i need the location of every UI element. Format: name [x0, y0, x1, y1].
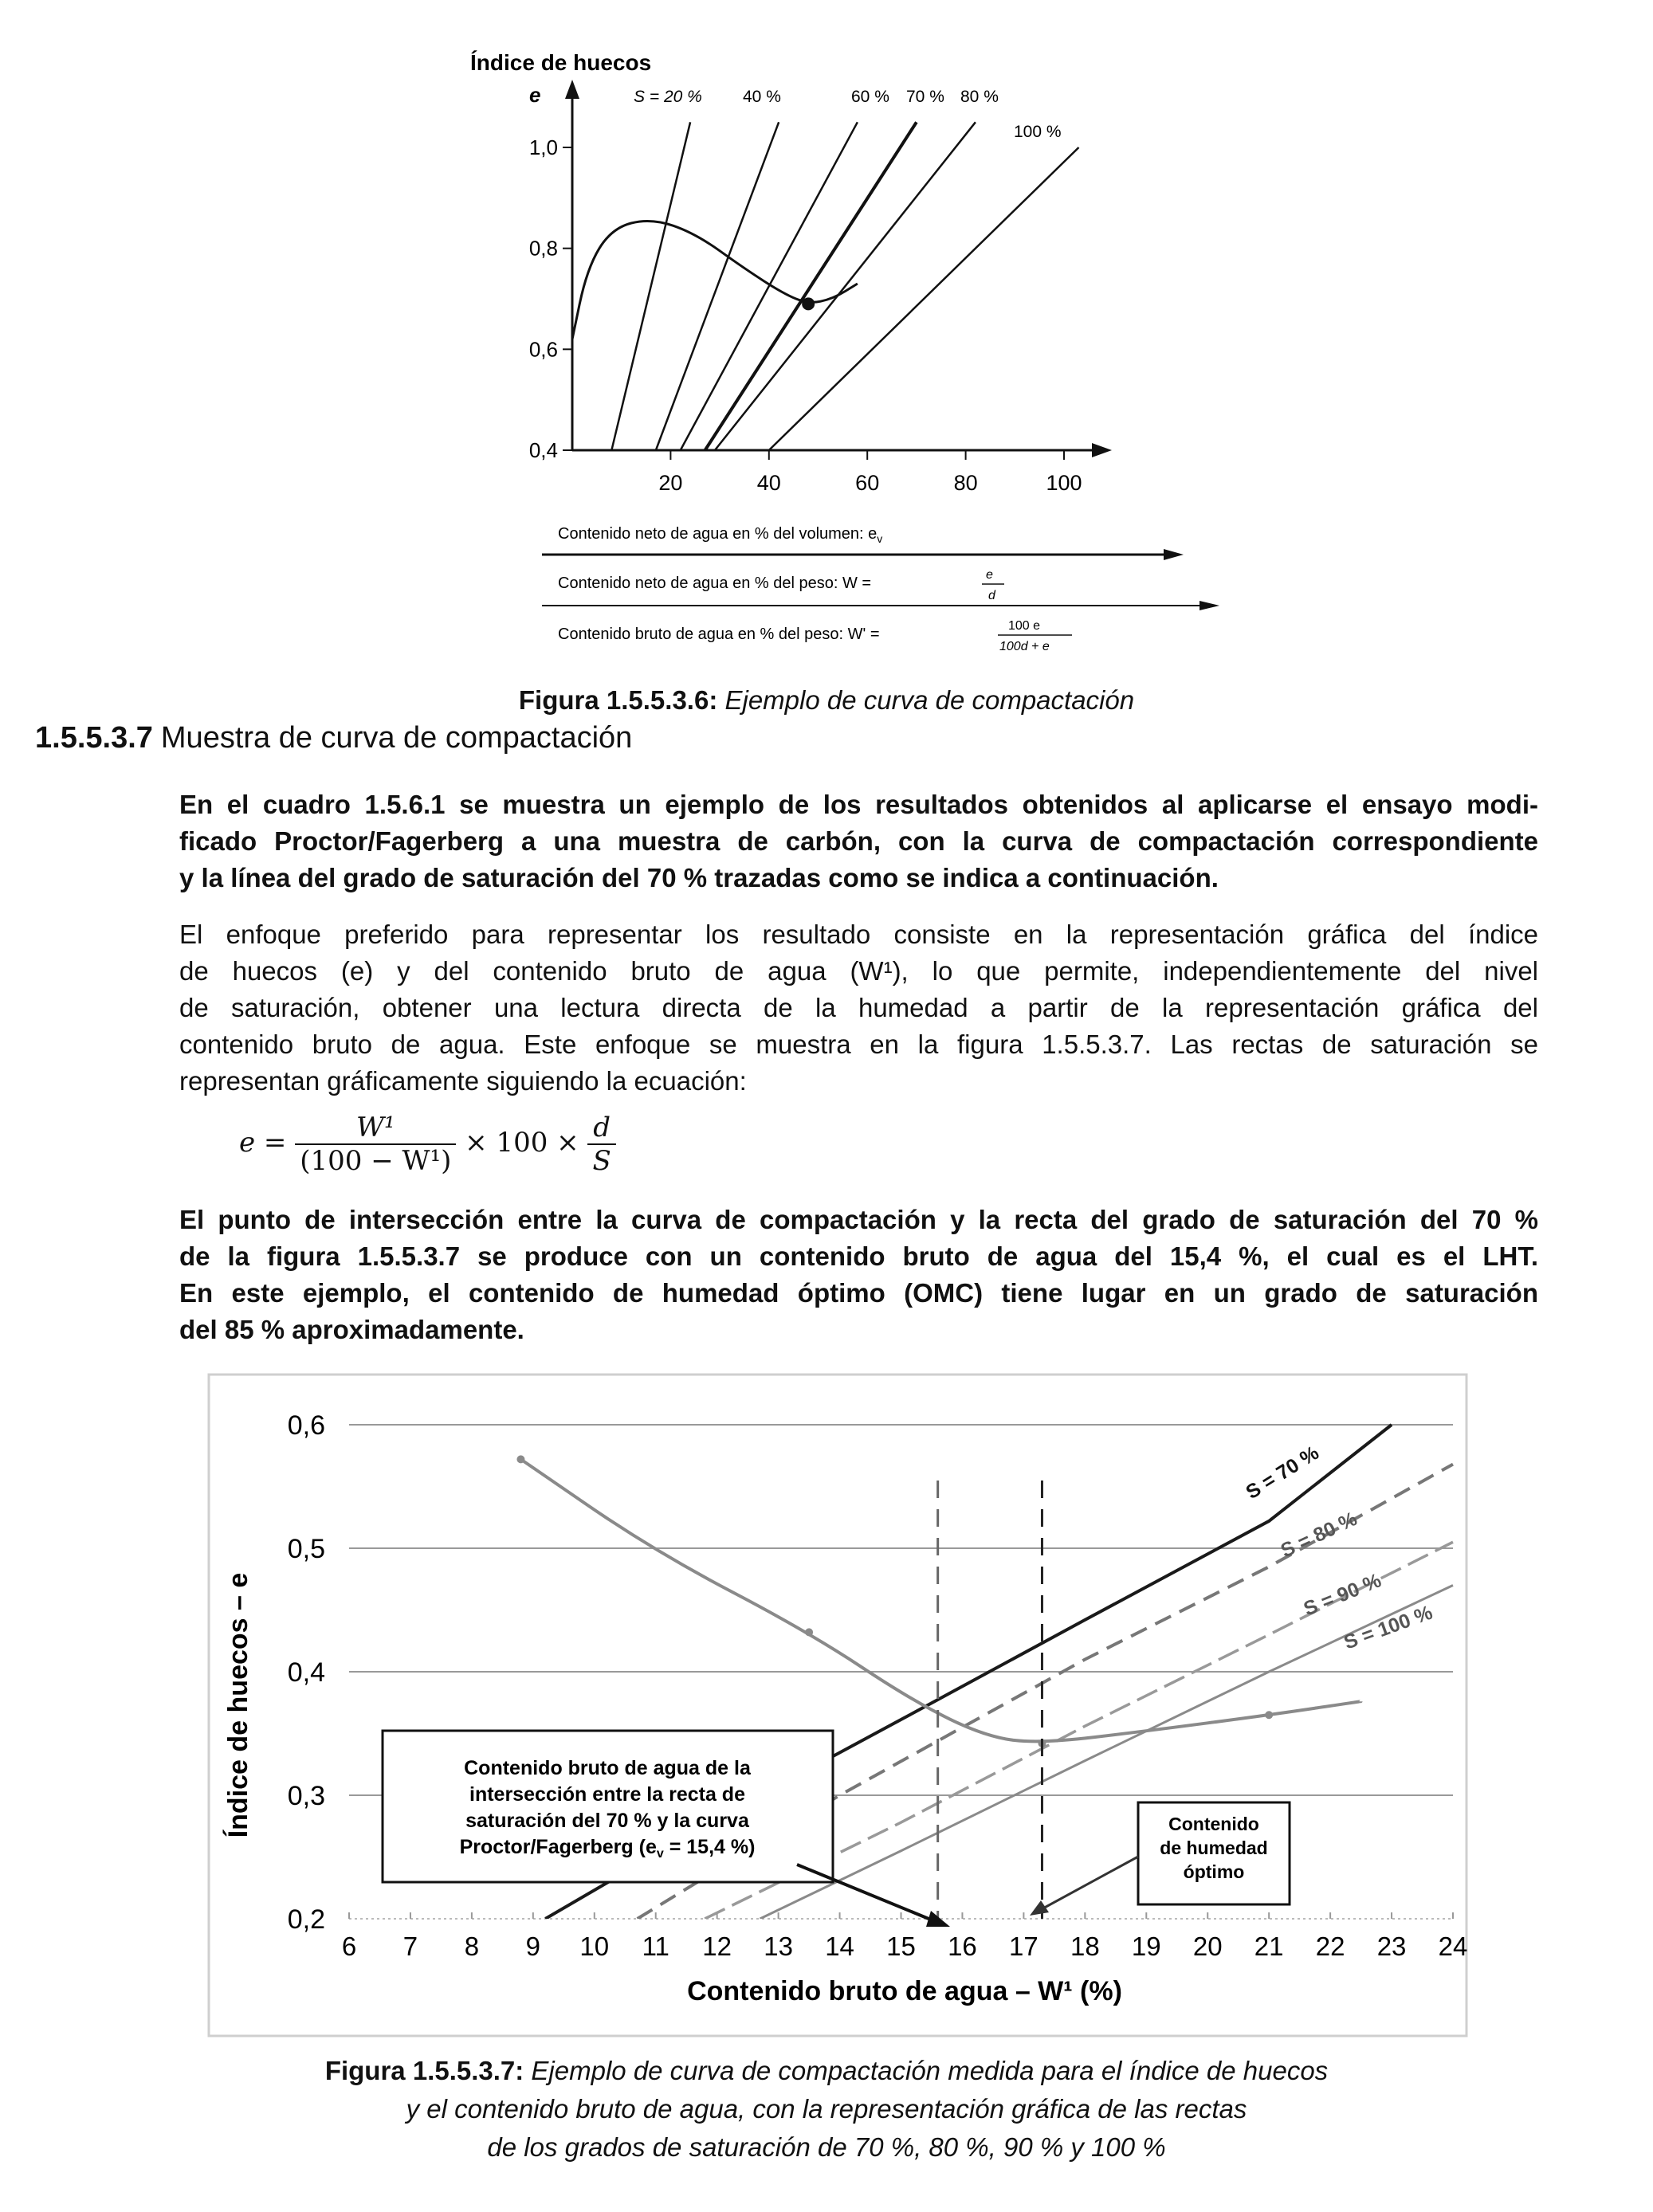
fig2-y-axis-title: Índice de huecos – e: [223, 1572, 253, 1838]
fig1-saturation-label: 40 %: [743, 88, 781, 106]
fig1-saturation-label: 100 %: [1014, 123, 1062, 141]
fig2-x-tick-label: 9: [525, 1932, 541, 1961]
paragraph-2-line: de huecos (e) y del contenido bruto de agua (W¹), lo que permite, independientemente del nivel: [179, 956, 1538, 986]
fig2-x-tick-label: 6: [341, 1932, 357, 1961]
fig1-saturation-label: 70 %: [906, 88, 944, 106]
fig1-xlabel-volume: Contenido neto de agua en % del volumen: $e_v$: [558, 525, 883, 545]
paragraph-1-line: En el cuadro 1.5.6.1 se muestra un ejemplo de los resultados obtenidos al aplicarse el ensayo modi-: [179, 790, 1538, 819]
equation-denominator: (100 − W¹): [300, 1145, 452, 1177]
fig1-formula-wb-num: 100 e: [1008, 619, 1041, 633]
fig2-x-tick-label: 15: [886, 1932, 916, 1961]
fig2-x-tick-label: 16: [948, 1932, 977, 1961]
paragraph-3-line: del 85 % aproximadamente.: [179, 1315, 524, 1344]
figure-top-caption-text: Ejemplo de curva de compactación: [724, 685, 1135, 715]
fig1-y-axis-title: Índice de huecos: [470, 50, 652, 75]
fig2-x-tick-label: 24: [1438, 1932, 1468, 1961]
fig2-y-tick-label: 0,3: [287, 1781, 325, 1811]
fig2-x-tick-label: 7: [402, 1932, 418, 1961]
fig1-x-tick-label: 100: [1046, 471, 1082, 495]
fig1-formula-w-den: d: [988, 589, 995, 602]
paragraph-2-line: de saturación, obtener una lectura directa de la humedad a partir de la representación gráfica del: [179, 993, 1538, 1022]
fig2-x-tick-label: 11: [642, 1932, 669, 1961]
paragraph-3-line: de la figura 1.5.5.3.7 se produce con un contenido bruto de agua del 15,4 %, el cual es el LHT.: [179, 1241, 1538, 1271]
fig2-x-tick-label: 22: [1315, 1932, 1345, 1961]
paragraph-3-line: El punto de intersección entre la curva de compactación y la recta del grado de saturación del 70 %: [179, 1205, 1538, 1234]
paragraph-2-line: contenido bruto de agua. Este enfoque se muestra en la figura 1.5.5.3.7. Las rectas de saturación se: [179, 1030, 1538, 1059]
fig1-y-tick-label: 0,6: [528, 337, 558, 362]
fig2-x-tick-label: 23: [1376, 1932, 1407, 1961]
figure-bottom-caption-line-3: de los grados de saturación de 70 %, 80 %, 90 % y 100 %: [487, 2132, 1166, 2162]
fig1-saturation-label: 60 %: [851, 88, 889, 106]
fig2-x-tick-label: 8: [464, 1932, 480, 1961]
fig2-x-tick-label: 21: [1254, 1932, 1284, 1961]
section-number: 1.5.5.3.7: [35, 721, 153, 755]
fig2-y-tick-label: 0,2: [287, 1904, 325, 1935]
fig1-x-tick-label: 80: [953, 471, 978, 495]
fig2-annotation-left: [383, 1731, 950, 1927]
fig2-y-tick-label: 0,6: [287, 1410, 325, 1441]
fig2-x-tick-label: 18: [1070, 1932, 1100, 1961]
fig1-y-tick-label: 1,0: [528, 135, 558, 159]
svg-text:Proctor/Fagerberg (ev = 15,4 %: Proctor/Fagerberg ($e_v = 15,4$ %): [459, 1836, 756, 1861]
fig2-x-tick-label: 14: [825, 1932, 854, 1961]
svg-text:Contenido bruto de agua de la: Contenido bruto de agua de la: [464, 1757, 751, 1779]
fig1-saturation-label: S = 20 %: [634, 88, 702, 106]
equation-middle: × 100 ×: [465, 1127, 579, 1159]
paragraph-1-line: ficado Proctor/Fagerberg a una muestra de carbón, con la curva de compactación correspondiente: [179, 826, 1538, 856]
paragraph-2-line: El enfoque preferido para representar los resultado consiste en la representación gráfica del índice: [179, 920, 1538, 949]
fig2-y-ticks: [288, 1410, 325, 1935]
fig1-y-tick-label: 0,4: [528, 438, 558, 462]
fig1-x-tick-label: 20: [658, 471, 683, 495]
svg-text:de humedad: de humedad: [1160, 1837, 1268, 1858]
fig1-xlabel-gross: Contenido bruto de agua en % del peso: W' =: [558, 626, 880, 643]
svg-text:Contenido: Contenido: [1168, 1814, 1259, 1834]
fig2-series-label: S = 80 %: [1277, 1507, 1361, 1563]
fig2-curve-point: [1265, 1711, 1273, 1719]
fig1-x-tick-label: 60: [855, 471, 880, 495]
figure-bottom-caption-line-2: y el contenido bruto de agua, con la representación gráfica de las rectas: [406, 2094, 1247, 2124]
paragraph-3-line: En este ejemplo, el contenido de humedad óptimo (OMC) tiene lugar en un grado de saturación: [179, 1278, 1538, 1308]
fig1-x-tick-label: 40: [756, 471, 781, 495]
fig2-y-tick-label: 0,4: [287, 1657, 325, 1688]
fig2-curve-point: [516, 1455, 524, 1463]
equation-s: S: [592, 1145, 611, 1177]
fig2-series-label: S = 100 %: [1341, 1601, 1436, 1654]
fig2-curve-point: [805, 1628, 813, 1636]
fig1-y-axis-symbol: e: [529, 83, 541, 107]
equation-lhs: e =: [239, 1127, 287, 1159]
fig2-series-label: S = 70 %: [1242, 1441, 1323, 1504]
paragraph-2-line: representan gráficamente siguiendo la ecuación:: [179, 1066, 747, 1096]
fig2-x-tick-label: 17: [1009, 1932, 1039, 1961]
fig2-annotation-right: [1030, 1802, 1290, 1916]
fig2-x-ticks: [342, 1912, 1468, 1961]
svg-text:intersección entre la recta de: intersección entre la recta de: [469, 1783, 745, 1806]
svg-text:óptimo: óptimo: [1183, 1861, 1245, 1882]
section-title: Muestra de curva de compactación: [160, 721, 633, 755]
figure-bottom-caption: [0, 2052, 1653, 2167]
fig2-y-tick-label: 0,5: [287, 1534, 325, 1564]
equation-d: d: [587, 1112, 615, 1145]
fig1-xlabel-weight: Contenido neto de agua en % del peso: W =: [558, 575, 872, 592]
fig2-x-tick-label: 10: [579, 1932, 610, 1961]
fig2-x-tick-label: 19: [1131, 1932, 1161, 1961]
fig2-series-label: S = 90 %: [1300, 1569, 1384, 1621]
fig1-formula-wb-den: 100d + e: [999, 640, 1050, 653]
fig2-x-tick-label: 12: [702, 1932, 732, 1961]
fig2-vertical-markers: [938, 1481, 1042, 1919]
fig1-saturation-label: 80 %: [960, 88, 999, 106]
paragraph-1-line: y la línea del grado de saturación del 70 % trazadas como se indica a continuación.: [179, 863, 1219, 892]
figure-bottom-caption-label: Figura 1.5.5.3.7:: [324, 2056, 524, 2085]
svg-text:saturación del 70 % y la curva: saturación del 70 % y la curva: [465, 1810, 749, 1832]
fig2-x-tick-label: 13: [764, 1932, 793, 1961]
fig2-x-axis-title: Contenido bruto de agua – W¹ (%): [687, 1976, 1122, 2006]
figure-top-caption-label: Figura 1.5.5.3.6:: [518, 685, 718, 715]
figure-bottom-caption-line-1: Figura 1.5.5.3.7: Ejemplo de curva de compactación medida para el índice de huecos: [324, 2056, 1329, 2085]
fig1-formula-w-num: e: [986, 568, 993, 582]
fig1-y-tick-label: 0,8: [528, 236, 558, 261]
equation-numerator: W¹: [295, 1112, 456, 1145]
fig2-x-tick-label: 20: [1192, 1932, 1223, 1961]
